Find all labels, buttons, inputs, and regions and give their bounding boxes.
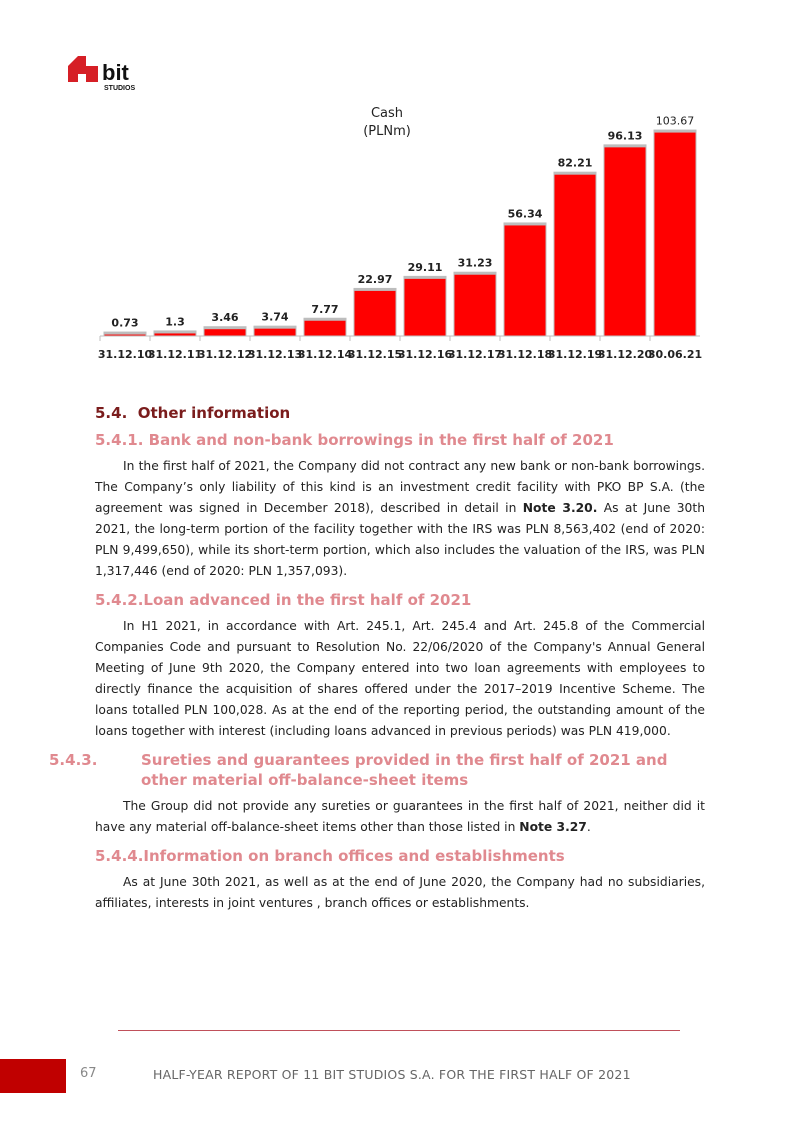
report-content [49, 404, 705, 918]
section-heading-5-4-1: 5.4.1. Bank and non-bank borrowings in the first half of 2021 [95, 431, 614, 449]
bar-value-label: 29.11 [407, 260, 443, 274]
bar [505, 225, 546, 336]
chart-title [363, 106, 411, 139]
bar-value-label: 103.67 [655, 114, 695, 128]
paragraph-borrowings: In the first half of 2021, the Company did not contract any new bank or non-bank borrowings. The Company’s only liability of this kind is an investment credit facility with PKO BP S.A. (the agreement was signed in December 2018), described in detail in Note 3.20. As at June 30th 2021, the long-term portion of the facility together with the IRS was PLN 8,563,402 (end of 2020: PLN 9,499,650), while its short-term portion, which also includes the valuation of the IRS, was PLN 1,317,446 (end of 2020: PLN 1,357,093). [95, 459, 705, 578]
footer-accent-block [0, 1059, 66, 1093]
section-heading-5-4: 5.4. Other information [95, 404, 291, 422]
bar [405, 279, 446, 336]
x-tick-label: 31.12.11 [147, 348, 203, 361]
bar [355, 291, 396, 336]
bar [255, 329, 296, 336]
note-reference: Note 3.27 [519, 820, 587, 834]
bar [555, 175, 596, 336]
note-reference: Note 3.20. [522, 501, 598, 515]
footer-divider [118, 1030, 680, 1031]
paragraph-loan: In H1 2021, in accordance with Art. 245.1, Art. 245.4 and Art. 245.8 of the Commercial Companies Code and pursuant to Resolution No. 22/06/2020 of the Company's Annual General Meeting of June 9th 2020, the Company entered into two loan agreements with employees to directly finance the acquisition of shares offered under the 2017–2019 Incentive Scheme. The loans totalled PLN 100,028. As at the end of the reporting period, the outstanding amount of the loans together with interest (including loans advanced in previous periods) was PLN 419,000. [95, 619, 705, 738]
logo-text: bit [102, 60, 129, 85]
bar-value-label: 31.23 [457, 256, 493, 270]
x-tick-label: 30.06.21 [647, 348, 703, 361]
x-tick-label: 31.12.10 [97, 348, 153, 361]
footer-title: HALF-YEAR REPORT OF 11 BIT STUDIOS S.A. FOR THE FIRST HALF OF 2021 [153, 1067, 631, 1082]
x-tick-label: 31.12.18 [497, 348, 553, 361]
bar-value-label: 3.74 [261, 310, 289, 324]
logo-subtext: STUDIOS [104, 85, 136, 92]
bar-value-label: 82.21 [557, 156, 593, 170]
bar [205, 329, 246, 336]
cash-bar-chart [90, 100, 710, 370]
bar [605, 147, 646, 336]
page-number: 67 [80, 1066, 97, 1081]
bar-value-label: 1.3 [165, 315, 185, 329]
x-tick-label: 31.12.15 [347, 348, 403, 361]
bar-value-label: 96.13 [607, 129, 643, 143]
bar [455, 275, 496, 336]
x-tick-label: 31.12.14 [297, 348, 353, 361]
x-tick-label: 31.12.13 [247, 348, 303, 361]
bar-value-label: 7.77 [311, 302, 339, 316]
section-heading-5-4-2: 5.4.2.Loan advanced in the first half of 2021 [95, 591, 472, 609]
company-logo [66, 52, 156, 96]
x-tick-label: 31.12.20 [597, 348, 653, 361]
paragraph-sureties: The Group did not provide any sureties or guarantees in the first half of 2021, neither did it have any material off-balance-sheet items other than those listed in Note 3.27. [95, 799, 705, 834]
chart-title-line: Cash [370, 106, 404, 121]
section-heading-5-4-4: 5.4.4.Information on branch offices and establishments [95, 847, 565, 865]
x-tick-label: 31.12.12 [197, 348, 253, 361]
chart-title-line: (PLNm) [363, 124, 411, 139]
bar-value-label: 22.97 [357, 272, 393, 286]
x-tick-label: 31.12.16 [397, 348, 453, 361]
x-tick-label: 31.12.17 [447, 348, 503, 361]
x-tick-label: 31.12.19 [547, 348, 603, 361]
section-heading-5-4-3: 5.4.3. Sureties and guarantees provided in the first half of 2021 and other material off-balance-sheet items [49, 751, 668, 789]
bar-value-label: 56.34 [507, 207, 543, 221]
bar [305, 321, 346, 336]
bar-value-label: 3.46 [211, 311, 239, 325]
bar-value-label: 0.73 [111, 316, 139, 330]
paragraph-branches: As at June 30th 2021, as well as at the end of June 2020, the Company had no subsidiaries, affiliates, interests in joint ventures , branch offices or establishments. [95, 875, 705, 910]
bar [655, 133, 696, 336]
